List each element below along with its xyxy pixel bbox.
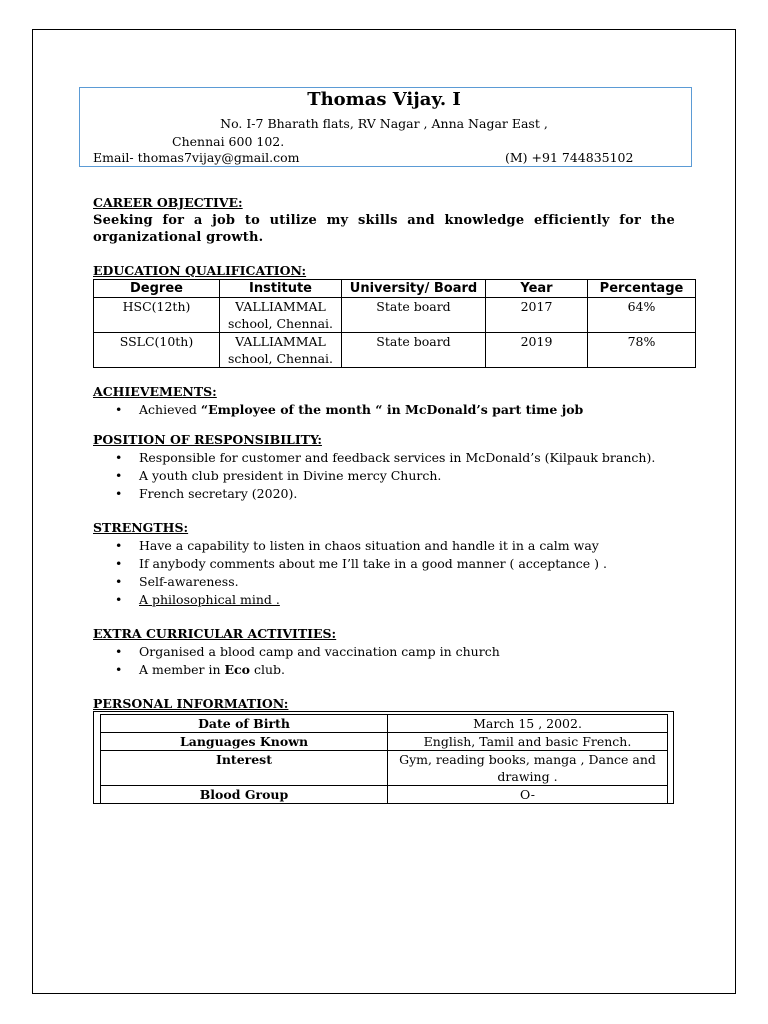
- personal-info-heading: PERSONAL INFORMATION:: [93, 696, 289, 711]
- list-item: • If anybody comments about me I’ll take in a good manner ( acceptance ) .: [93, 555, 607, 573]
- achievements-heading: ACHIEVEMENTS:: [93, 384, 217, 399]
- table-row: [94, 298, 696, 333]
- column-header: Year: [486, 280, 588, 298]
- table-row: [101, 733, 668, 751]
- field-value: Gym, reading books, manga , Dance and drawing .: [388, 751, 668, 786]
- field-label: Languages Known: [101, 733, 388, 751]
- education-header-row: [94, 280, 696, 298]
- table-cell: State board: [342, 298, 486, 333]
- education-table: [93, 279, 696, 368]
- field-label: Interest: [101, 751, 388, 786]
- list-item: • A philosophical mind .: [93, 591, 607, 609]
- candidate-name: Thomas Vijay. I: [307, 89, 461, 110]
- achievement-highlight: “Employee of the month “ in McDonald’s part time job: [200, 402, 584, 417]
- strengths-list: [93, 537, 607, 609]
- responsibility-list: [93, 449, 655, 503]
- column-header: Percentage: [588, 280, 696, 298]
- column-header: Institute: [220, 280, 342, 298]
- list-item: [93, 401, 583, 419]
- table-cell: VALLIAMMAL school, Chennai.: [220, 333, 342, 368]
- field-value: March 15 , 2002.: [388, 715, 668, 733]
- table-row: [101, 715, 668, 733]
- column-header: Degree: [94, 280, 220, 298]
- field-label: Blood Group: [101, 786, 388, 804]
- career-objective-heading: CAREER OBJECTIVE:: [93, 195, 243, 210]
- table-row: [94, 333, 696, 368]
- list-item: • French secretary (2020).: [93, 485, 655, 503]
- extracurricular-heading: EXTRA CURRICULAR ACTIVITIES:: [93, 626, 337, 641]
- activity-prefix: A member in: [139, 662, 225, 677]
- list-item: • Responsible for customer and feedback services in McDonald’s (Kilpauk branch).: [93, 449, 655, 467]
- list-item: • Self-awareness.: [93, 573, 607, 591]
- email: Email- thomas7vijay@gmail.com: [93, 150, 300, 165]
- table-cell: SSLC(10th): [94, 333, 220, 368]
- extracurricular-list: [93, 643, 500, 679]
- table-cell: 2019: [486, 333, 588, 368]
- achievement-prefix: Achieved: [139, 402, 201, 417]
- achievements-list: [93, 401, 583, 419]
- table-cell: State board: [342, 333, 486, 368]
- table-cell: 78%: [588, 333, 696, 368]
- column-header: University/ Board: [342, 280, 486, 298]
- list-item: [93, 661, 500, 679]
- field-value: O-: [388, 786, 668, 804]
- address-line-2: Chennai 600 102.: [172, 134, 285, 149]
- field-value: English, Tamil and basic French.: [388, 733, 668, 751]
- career-objective-text: Seeking for a job to utilize my skills and knowledge efficiently for the organizational growth.: [93, 213, 675, 245]
- address-line-1: No. I-7 Bharath flats, RV Nagar , Anna Nagar East ,: [220, 116, 548, 131]
- list-item: • Have a capability to listen in chaos situation and handle it in a calm way: [93, 537, 607, 555]
- table-cell: HSC(12th): [94, 298, 220, 333]
- personal-info-table: [100, 714, 668, 804]
- club-name: Eco: [224, 662, 250, 677]
- table-cell: 64%: [588, 298, 696, 333]
- table-cell: VALLIAMMAL school, Chennai.: [220, 298, 342, 333]
- table-row: [101, 786, 668, 804]
- page-border: [32, 29, 736, 994]
- list-item: • Organised a blood camp and vaccination camp in church: [93, 643, 500, 661]
- education-heading: EDUCATION QUALIFICATION:: [93, 263, 307, 278]
- activity-suffix: club.: [249, 662, 285, 677]
- table-cell: 2017: [486, 298, 588, 333]
- field-label: Date of Birth: [101, 715, 388, 733]
- mobile-number: (M) +91 744835102: [505, 150, 634, 165]
- strengths-heading: STRENGTHS:: [93, 520, 189, 535]
- responsibility-heading: POSITION OF RESPONSIBILITY:: [93, 432, 322, 447]
- list-item: • A youth club president in Divine mercy Church.: [93, 467, 655, 485]
- table-row: [101, 751, 668, 786]
